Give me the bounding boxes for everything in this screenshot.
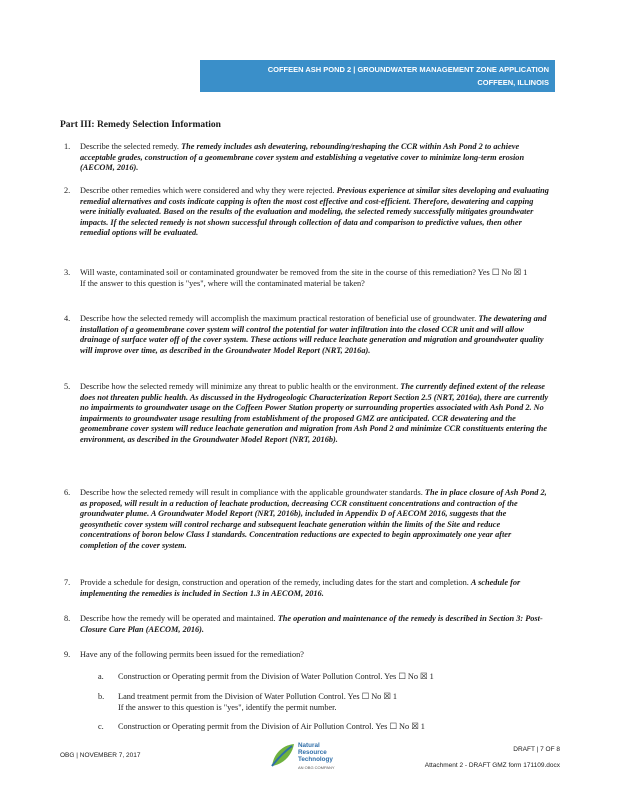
header-location: COFFEEN, ILLINOIS: [477, 78, 549, 87]
question-6: [64, 488, 550, 551]
answer-text: The operation and maintenance of the remedy is described in Section 3: Post-Closure Care Plan (AECOM, 2016).: [80, 614, 543, 634]
question-3: [64, 268, 550, 289]
permit-followup: If the answer to this question is "yes", identify the permit number.: [118, 702, 337, 712]
question-number: 5.: [64, 382, 71, 391]
question-text: Will waste, contaminated soil or contaminated groundwater be removed from the site in the course of this remediation? Yes ☐ No ☒ 1: [80, 268, 528, 277]
answer-text: A schedule for implementing the remedies is included in Section 1.3 in AECOM, 2016.: [80, 578, 521, 598]
draft-page-number: DRAFT | 7 OF 8: [513, 746, 560, 753]
logo-line-2: Resource: [298, 749, 327, 756]
permit-item-a: [98, 672, 550, 683]
permit-text: Land treatment permit from the Division of Water Pollution Control. Yes ☐ No ☒ 1: [118, 692, 398, 701]
permit-letter: c.: [98, 722, 104, 731]
question-number: 6.: [64, 488, 71, 497]
question-2: [64, 186, 550, 239]
question-number: 9.: [64, 650, 71, 659]
header-title: COFFEEN ASH POND 2 | GROUNDWATER MANAGEMENT ZONE APPLICATION: [267, 65, 549, 74]
question-number: 4.: [64, 314, 71, 323]
answer-text: The currently defined extent of the release does not threaten public health. As discussed in the Hydrogeologic Characterization Report Section 2.5 (NRT, 2016a), there are currently no impairments to groundwater usage on the Coffeen Power Station property or surrounding properties associated with Ash Pond 2. No impairments to groundwater usage resulting from establishment of the proposed GMZ are anticipated. CCR dewatering and the geomembrane cover system will reduce leachate generation and migration from Ash Pond 2 and minimize CCR constituents entering the environment, as described in the Groundwater Model Report (NRT, 2016b).: [80, 382, 549, 444]
question-text: Describe the selected remedy.: [80, 142, 179, 151]
question-4: [64, 314, 550, 356]
question-text: Have any of the following permits been issued for the remediation?: [80, 650, 304, 659]
header-banner: [200, 60, 555, 92]
question-text: Describe other remedies which were considered and why they were rejected.: [80, 186, 335, 195]
question-number: 8.: [64, 614, 71, 623]
permit-letter: b.: [98, 692, 105, 701]
question-number: 1.: [64, 142, 71, 151]
question-number: 7.: [64, 578, 71, 587]
permit-item-b: [98, 692, 550, 713]
answer-text: Previous experience at similar sites developing and evaluating remedial alternatives and costs indicate capping is often the most cost effective and cost-efficient. Therefore, dewatering and capping were initially evaluated. Based on the results of the evaluation and modeling, the selected remedy successfully mitigates groundwater impacts. If the selected remedy is not shown successful through collection of data and comparison to predictive values, then other remedial options will be evaluated.: [80, 186, 549, 237]
question-text: Provide a schedule for design, construction and operation of the remedy, including dates for the start and completion.: [80, 578, 469, 587]
question-7: [64, 578, 550, 599]
permit-letter: a.: [98, 672, 104, 681]
question-number: 3.: [64, 268, 71, 277]
question-number: 2.: [64, 186, 71, 195]
question-1: [64, 142, 550, 174]
attachment-filename: Attachment 2 - DRAFT GMZ form 171109.docx: [424, 762, 560, 769]
answer-text: The remedy includes ash dewatering, rebounding/reshaping the CCR within Ash Pond 2 to achieve acceptable grades, construction of a geomembrane cover system and establishing a vegetative cover to minimize long-term erosion (AECOM, 2016).: [80, 142, 525, 172]
question-followup: If the answer to this question is "yes", where will the contaminated material be taken?: [80, 278, 365, 288]
footer-date: OBG | NOVEMBER 7, 2017: [60, 752, 141, 759]
logo-line-1: Natural: [298, 742, 320, 749]
permit-text: Construction or Operating permit from the Division of Water Pollution Control. Yes ☐ No ☒ 1: [118, 672, 434, 681]
permit-text: Construction or Operating permit from the Division of Air Pollution Control. Yes ☐ No ☒ 1: [118, 722, 425, 731]
question-text: Describe how the remedy will be operated and maintained.: [80, 614, 276, 623]
leaf-logo-icon: [270, 742, 296, 768]
question-text: Describe how the selected remedy will result in compliance with the applicable groundwater standards.: [80, 488, 423, 497]
answer-text: The dewatering and installation of a geomembrane cover system will control the potential for water infiltration into the closed CCR unit and will allow drainage of surface water off of the cover system. These actions will reduce leachate generation and migration and groundwater quality will improve over time, as described in the Groundwater Model Report (NRT, 2016a).: [80, 314, 547, 355]
question-9: [64, 650, 550, 661]
question-5: [64, 382, 550, 445]
question-8: [64, 614, 550, 635]
answer-text: The in place closure of Ash Pond 2, as proposed, will result in a reduction of leachate production, decreasing CCR constituent concentrations and contraction of the groundwater plume. A Groundwater Model Report (NRT, 2016b), included in Appendix D of AECOM 2016, suggests that the geosynthetic cover system will control recharge and subsequent leachate generation within the limits of the Site and reduce concentrations of boron below Class I standards. Concentration reductions are expected to begin approximately one year after completion of the cover system.: [80, 488, 547, 550]
permit-item-c: [98, 722, 550, 733]
part-title: Part III: Remedy Selection Information: [60, 120, 221, 130]
question-text: Describe how the selected remedy will accomplish the maximum practical restoration of beneficial use of groundwater.: [80, 314, 477, 323]
logo-subtitle: AN OBG COMPANY: [298, 765, 335, 770]
question-text: Describe how the selected remedy will minimize any threat to public health or the environment.: [80, 382, 399, 391]
logo-line-3: Technology: [298, 756, 333, 763]
company-logo: [270, 742, 360, 778]
